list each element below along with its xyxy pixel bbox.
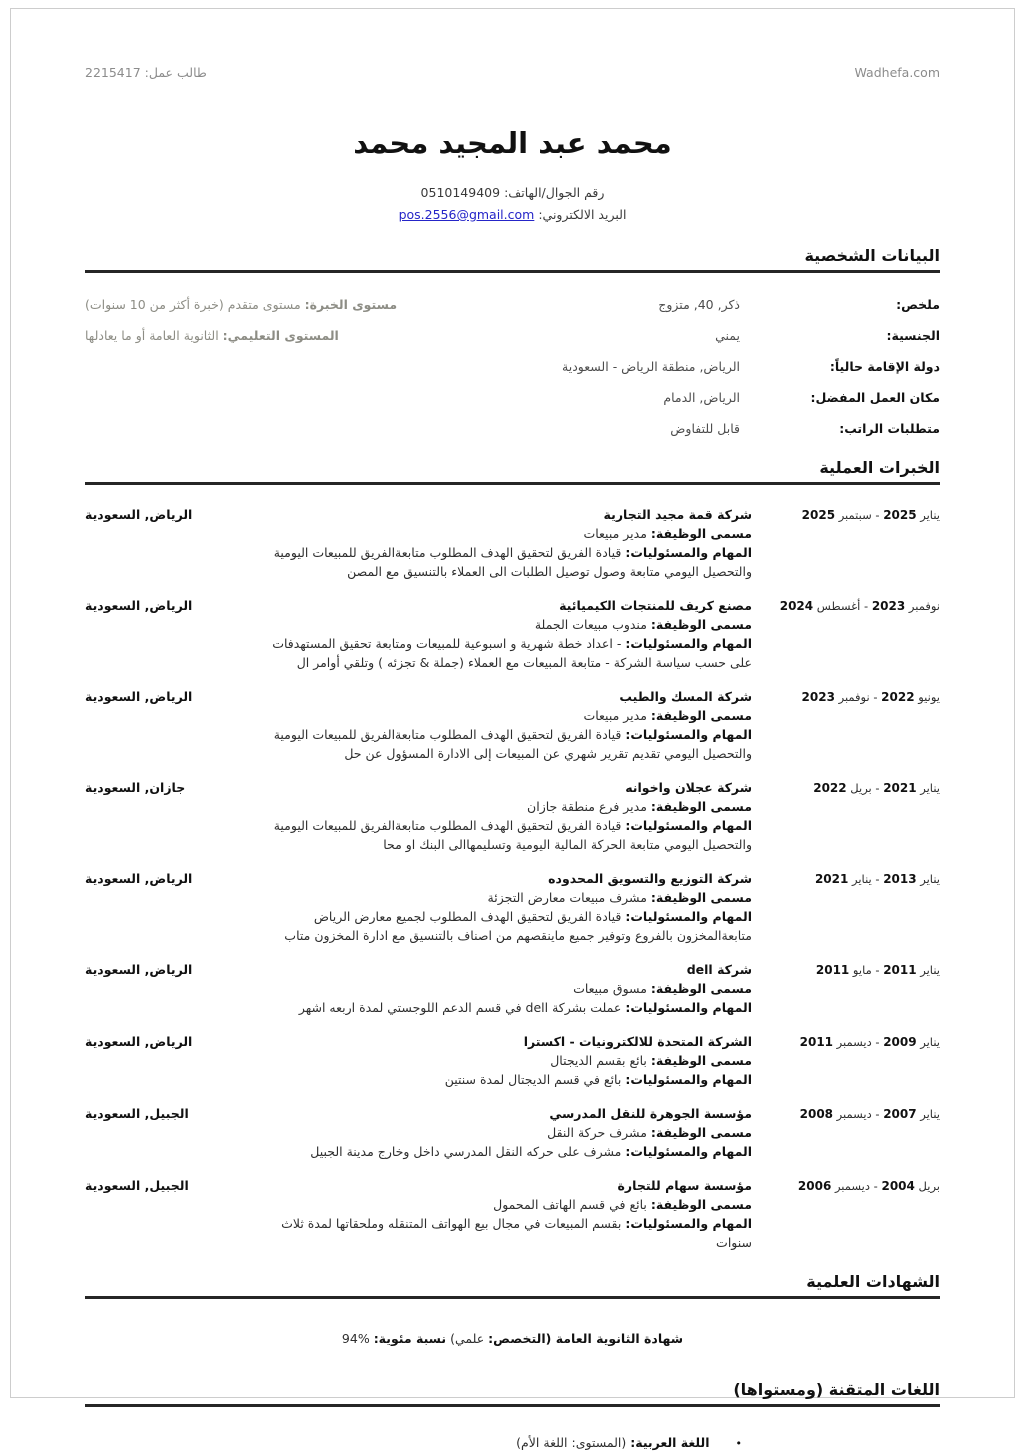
candidate-name: محمد عبد المجيد محمد — [353, 126, 672, 160]
job-title-value: مدير مبيعات — [583, 708, 647, 723]
tasks-text: قيادة الفريق لتحقيق الهدف المطلوب متابعةالفريق للمبيعات اليومية والتحصيل اليومي متابعة وصول توصيل الطلبات الى العملاء بالتنسيق مع المصن — [273, 545, 752, 579]
experience-entry — [85, 778, 940, 854]
languages-list — [85, 1433, 940, 1453]
personal-field-extra — [85, 388, 405, 407]
company-name: شركة التوزيع والتسويق المحدوده — [548, 871, 752, 886]
tasks-text: عملت بشركة dell في قسم الدعم اللوجستي لمدة اربعه اشهر — [298, 1000, 622, 1015]
experience-location: الجبيل, السعودية — [85, 1106, 189, 1121]
page-meta-row — [85, 9, 940, 80]
job-title-value: مشرف مبيعات معارض التجزئة — [487, 890, 647, 905]
job-title-line: مسمى الوظيفة: مدير فرع منطقة جازان — [527, 799, 752, 814]
tasks-text: بقسم المبيعات في مجال بيع الهواتف المتنقله وملحقاتها لمدة ثلاث سنوات — [281, 1216, 752, 1250]
personal-data-row — [85, 388, 940, 407]
experience-date: بريل 2004 - ديسمبر 2006 — [797, 1179, 940, 1193]
job-title-value: بائع بقسم الديجتال — [550, 1053, 647, 1068]
job-title-line: مسمى الوظيفة: مشرف حركة النقل — [547, 1125, 752, 1140]
section-title-experience: الخبرات العملية — [85, 458, 940, 485]
company-name: شركة المسك والطيب — [619, 689, 752, 704]
personal-field-value: يمني — [715, 328, 740, 343]
section-title-certificates: الشهادات العلمية — [85, 1272, 940, 1299]
experience-date: يناير 2009 - ديسمبر 2011 — [799, 1035, 940, 1049]
company-name: مؤسسة الجوهرة للنقل المدرسي — [549, 1106, 752, 1121]
experience-date: يناير 2007 - ديسمبر 2008 — [799, 1107, 940, 1121]
experience-location: الرياض, السعودية — [85, 1034, 193, 1049]
contact-block — [85, 182, 940, 226]
personal-field-label: ملخص: — [896, 297, 940, 312]
personal-data-row — [85, 326, 940, 345]
tasks-line: المهام والمسئوليات: بائع في قسم الديجتال لمدة سنتين — [444, 1072, 752, 1087]
job-title-line: مسمى الوظيفة: مسوق مبيعات — [573, 981, 752, 996]
job-title-value: بائع في قسم الهاتف المحمول — [493, 1197, 647, 1212]
phone-number: 0510149409 — [420, 185, 501, 200]
experience-location: الرياض, السعودية — [85, 871, 193, 886]
language-level: (المستوى: اللغة الأم) — [516, 1435, 631, 1450]
experience-main — [257, 687, 752, 763]
job-title-value: مشرف حركة النقل — [547, 1125, 647, 1140]
experience-entry — [85, 960, 940, 1017]
company-name: مصنع كريف للمنتجات الكيميائية — [559, 598, 752, 613]
personal-data-row — [85, 295, 940, 314]
document-page — [10, 8, 1015, 1450]
experience-main — [257, 960, 752, 1017]
experience-main — [257, 1104, 752, 1161]
job-title-line: مسمى الوظيفة: مندوب مبيعات الجملة — [534, 617, 752, 632]
personal-field-value: ذكر, 40, متزوج — [658, 297, 740, 312]
job-title-line: مسمى الوظيفة: مدير مبيعات — [583, 526, 752, 541]
company-name: شركة dell — [686, 962, 752, 977]
personal-field-extra — [85, 419, 405, 438]
tasks-line: المهام والمسئوليات: بقسم المبيعات في مجال بيع الهواتف المتنقله وملحقاتها لمدة ثلاث سنوات — [281, 1216, 752, 1250]
experience-date: نوفمبر 2023 - أغسطس 2024 — [779, 599, 940, 613]
experience-main — [257, 505, 752, 581]
personal-field-extra: المستوى التعليمي: الثانوية العامة أو ما يعادلها — [85, 328, 339, 343]
personal-field-value: الرياض, منطقة الرياض - السعودية — [562, 359, 740, 374]
email-line — [85, 204, 940, 226]
experience-location: الرياض, السعودية — [85, 598, 193, 613]
experience-entry — [85, 1032, 940, 1089]
language-name: اللغة العربية: — [630, 1435, 710, 1450]
job-title-value: مندوب مبيعات الجملة — [534, 617, 647, 632]
personal-field-extra — [85, 357, 405, 376]
tasks-line: المهام والمسئوليات: عملت بشركة dell في قسم الدعم اللوجستي لمدة اربعه اشهر — [298, 1000, 752, 1015]
tasks-text: قيادة الفريق لتحقيق الهدف المطلوب لجميع معارض الرياض متابعةالمخزون بالفروع وتوفير جميع ماينقصهم من اصناف بالتنسيق مع ادارة المخزون متاب — [284, 909, 752, 943]
experience-location: الرياض, السعودية — [85, 962, 193, 977]
experience-date: يناير 2025 - سبتمبر 2025 — [801, 508, 940, 522]
experience-main — [257, 869, 752, 945]
experience-main — [257, 1032, 752, 1089]
personal-data-row — [85, 357, 940, 376]
experience-location: الرياض, السعودية — [85, 507, 193, 522]
section-title-personal: البيانات الشخصية — [85, 246, 940, 273]
experience-main — [257, 596, 752, 672]
experience-entry — [85, 1176, 940, 1252]
phone-line — [85, 182, 940, 204]
experience-entry — [85, 687, 940, 763]
job-title-value: مسوق مبيعات — [573, 981, 647, 996]
company-name: شركة عجلان واخوانه — [625, 780, 752, 795]
experience-location: الجبيل, السعودية — [85, 1178, 189, 1193]
cv-content — [85, 9, 940, 1453]
email-link[interactable]: pos.2556@gmail.com — [398, 207, 535, 222]
tasks-text: بائع في قسم الديجتال لمدة سنتين — [444, 1072, 622, 1087]
experience-date: يونيو 2022 - نوفمبر 2023 — [801, 690, 940, 704]
tasks-line: المهام والمسئوليات: مشرف على حركه النقل المدرسي داخل وخارج مدينة الجبيل — [310, 1144, 752, 1159]
personal-field-label: الجنسية: — [886, 328, 940, 343]
personal-field-label: دولة الإقامة حالياً: — [829, 359, 940, 374]
experience-entry — [85, 505, 940, 581]
job-title-value: مدير فرع منطقة جازان — [527, 799, 647, 814]
email-label: البريد الالكتروني: — [538, 207, 627, 222]
personal-field-label: مكان العمل المفضل: — [810, 390, 940, 405]
experience-date: يناير 2013 - يناير 2021 — [814, 872, 940, 886]
tasks-line: المهام والمسئوليات: - اعداد خطة شهرية و اسبوعية للمبيعات ومتابعة تحقيق المستهدفات على حسب سياسة الشركة - متابعة المبيعات مع العملاء (جملة & تجزئه ) وتلقي أوامر ال — [272, 636, 752, 670]
experience-main — [257, 778, 752, 854]
job-title-line: مسمى الوظيفة: بائع بقسم الديجتال — [550, 1053, 752, 1068]
tasks-line: المهام والمسئوليات: قيادة الفريق لتحقيق الهدف المطلوب متابعةالفريق للمبيعات اليومية والتحصيل اليومي تقديم تقرير شهري عن المبيعات إلى الادارة المسؤول عن حل — [273, 727, 752, 761]
tasks-line: المهام والمسئوليات: قيادة الفريق لتحقيق الهدف المطلوب لجميع معارض الرياض متابعةالمخزون بالفروع وتوفير جميع ماينقصهم من اصناف بالتنسيق مع ادارة المخزون متاب — [284, 909, 752, 943]
company-name: مؤسسة سهام للتجارة — [617, 1178, 752, 1193]
certificate-degree: شهادة الثانوية العامة (التخصص: — [488, 1331, 684, 1346]
phone-label: رقم الجوال/الهاتف: — [504, 185, 605, 200]
experience-entry — [85, 1104, 940, 1161]
experience-entry — [85, 596, 940, 672]
company-name: شركة قمة مجيد التجارية — [603, 507, 752, 522]
tasks-line: المهام والمسئوليات: قيادة الفريق لتحقيق الهدف المطلوب متابعةالفريق للمبيعات اليومية والتحصيل اليومي متابعة الحركة المالية اليومية وتسليمهاالى البنك او محا — [273, 818, 752, 852]
certificate-grade-value: %94 — [341, 1331, 374, 1346]
job-seeker-id: طالب عمل: 2215417 — [85, 65, 207, 80]
tasks-text: قيادة الفريق لتحقيق الهدف المطلوب متابعةالفريق للمبيعات اليومية والتحصيل اليومي متابعة الحركة المالية اليومية وتسليمهاالى البنك او محا — [273, 818, 752, 852]
experience-list — [85, 505, 940, 1252]
job-title-line: مسمى الوظيفة: بائع في قسم الهاتف المحمول — [493, 1197, 752, 1212]
personal-data-rows — [85, 295, 940, 438]
language-item — [85, 1433, 940, 1453]
certificate-major: علمي) — [446, 1331, 489, 1346]
experience-location: الرياض, السعودية — [85, 689, 193, 704]
experience-date: يناير 2021 - بريل 2022 — [813, 781, 940, 795]
experience-date: يناير 2011 - مايو 2011 — [815, 963, 940, 977]
job-title-line: مسمى الوظيفة: مدير مبيعات — [583, 708, 752, 723]
tasks-text: قيادة الفريق لتحقيق الهدف المطلوب متابعةالفريق للمبيعات اليومية والتحصيل اليومي تقديم تقرير شهري عن المبيعات إلى الادارة المسؤول عن حل — [273, 727, 752, 761]
certificate-grade-label: نسبة مئوية: — [373, 1331, 447, 1346]
certificate-line — [85, 1329, 940, 1348]
tasks-text: - اعداد خطة شهرية و اسبوعية للمبيعات ومتابعة تحقيق المستهدفات على حسب سياسة الشركة - متابعة المبيعات مع العملاء (جملة & تجزئه ) وتلقي أوامر ال — [272, 636, 752, 670]
job-title-line: مسمى الوظيفة: مشرف مبيعات معارض التجزئة — [487, 890, 752, 905]
experience-entry — [85, 869, 940, 945]
experience-main — [257, 1176, 752, 1252]
tasks-text: مشرف على حركه النقل المدرسي داخل وخارج مدينة الجبيل — [310, 1144, 622, 1159]
personal-field-value: الرياض, الدمام — [663, 390, 740, 405]
site-name: Wadhefa.com — [854, 65, 940, 80]
experience-location: جازان, السعودية — [85, 780, 186, 795]
company-name: الشركة المتحدة للالكترونيات - اكسترا — [523, 1034, 752, 1049]
tasks-line: المهام والمسئوليات: قيادة الفريق لتحقيق الهدف المطلوب متابعةالفريق للمبيعات اليومية والتحصيل اليومي متابعة وصول توصيل الطلبات الى العملاء بالتنسيق مع المصن — [273, 545, 752, 579]
personal-field-label: متطلبات الراتب: — [839, 421, 940, 436]
personal-data-row — [85, 419, 940, 438]
job-title-value: مدير مبيعات — [583, 526, 647, 541]
bullet-dot-icon: • — [735, 1437, 742, 1450]
personal-field-value: قابل للتفاوض — [670, 421, 740, 436]
personal-field-extra: مستوى الخبرة: مستوى متقدم (خبرة أكثر من 10 سنوات) — [85, 297, 398, 312]
section-title-languages: اللغات المتقنة (ومستواها) — [85, 1380, 940, 1407]
